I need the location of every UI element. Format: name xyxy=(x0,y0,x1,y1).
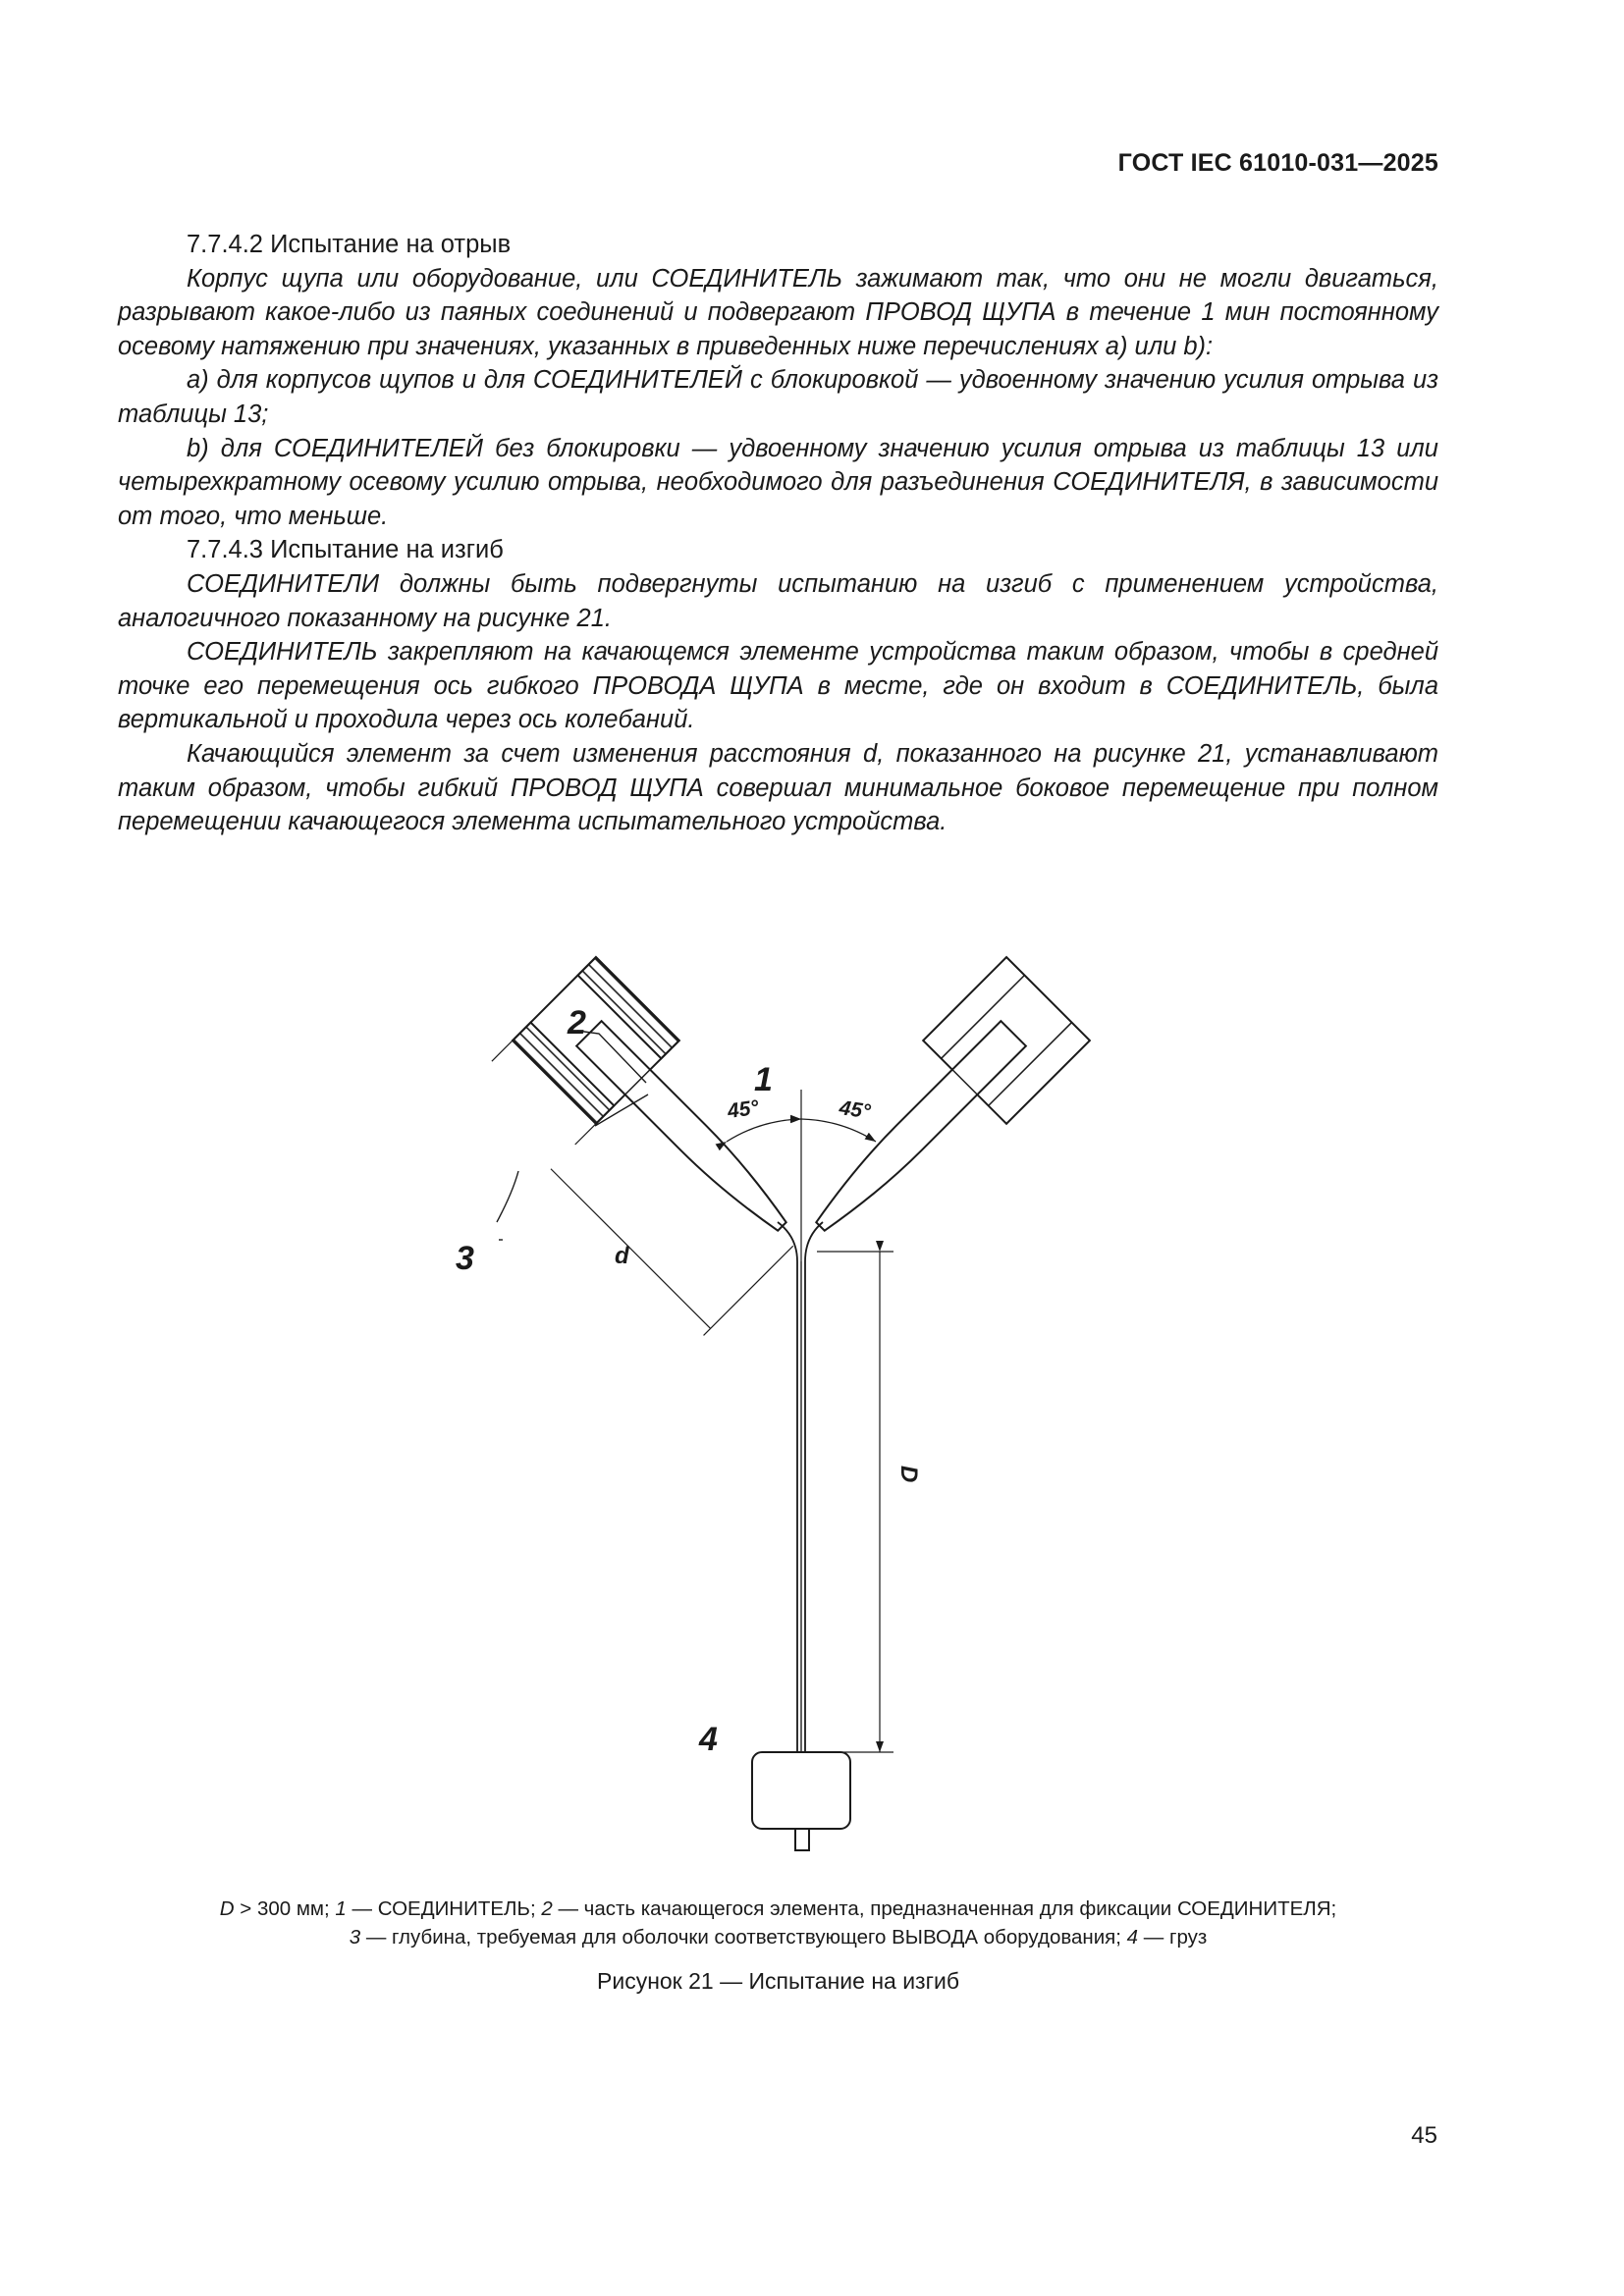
figure-21-bend-test-drawing xyxy=(432,898,1178,1880)
label-angle-left: 45° xyxy=(726,1095,761,1123)
probe-wire xyxy=(778,1222,823,1752)
paragraph: Корпус щупа или оборудование, или СОЕДИНИТЕЛЬ зажимают так, что они не могли двигаться, разрывают какое-либо из паяных соединений и подвергают ПРОВОД ЩУПА в течение 1 мин постоянному осевому натяжению при значениях, указанных в приведенных ниже перечислениях a) или b): xyxy=(118,264,1438,360)
angle-arc-left xyxy=(727,1119,801,1142)
figure-legend xyxy=(118,1895,1438,1951)
label-item2: 2 xyxy=(568,1004,586,1041)
paragraph: СОЕДИНИТЕЛИ должны быть подвергнуты испытанию на изгиб с применением устройства, аналогичного показанному на рисунке 21. xyxy=(118,569,1438,632)
section-heading-7-7-4-3: 7.7.4.3 Испытание на изгиб xyxy=(187,536,504,564)
left-swing-assembly xyxy=(460,957,839,1335)
figure-caption: Рисунок 21 — Испытание на изгиб xyxy=(597,1968,959,1994)
label-angle-right: 45° xyxy=(838,1096,872,1124)
weight-block xyxy=(752,1752,850,1829)
connector-body-left xyxy=(576,1021,794,1239)
page-number: 45 xyxy=(1411,2122,1437,2149)
wire-end xyxy=(795,1829,809,1850)
label-dim-D: D xyxy=(895,1466,922,1483)
list-item-b: b) для СОЕДИНИТЕЛЕЙ без блокировки — удвоенному значению усилия отрыва из таблицы 13 или четырехкратному осевому усилию отрыва, необходимого для разъединения СОЕДИНИТЕЛЯ, в зависимости от того, что меньше. xyxy=(118,434,1438,530)
leader-item3 xyxy=(497,1171,518,1222)
label-item1: 1 xyxy=(754,1061,773,1098)
label-dim-d: d xyxy=(615,1243,629,1269)
document-standard-id: ГОСТ IEC 61010-031—2025 xyxy=(1117,149,1438,177)
connector-body-right xyxy=(808,1021,1026,1239)
right-swing-assembly xyxy=(779,957,1090,1268)
legend-line-1: D > 300 мм; 1 — СОЕДИНИТЕЛЬ; 2 — часть качающегося элемента, предназначенная для фиксации СОЕДИНИТЕЛЯ; xyxy=(219,1897,1337,1920)
body-text xyxy=(118,228,1438,839)
paragraph: Качающийся элемент за счет изменения расстояния d, показанного на рисунке 21, устанавливают таким образом, чтобы гибкий ПРОВОД ЩУПА совершал минимальное боковое перемещение при полном перемещении качающегося элемента испытательного устройства. xyxy=(118,739,1438,836)
paragraph: СОЕДИНИТЕЛЬ закрепляют на качающемся элементе устройства таким образом, чтобы в средней точке его перемещения ось гибкого ПРОВОДА ЩУПА в месте, где он входит в СОЕДИНИТЕЛЬ, была вертикальной и проходила через ось колебаний. xyxy=(118,638,1438,734)
label-item3: 3 xyxy=(456,1240,474,1277)
list-item-a: a) для корпусов щупов и для СОЕДИНИТЕЛЕЙ с блокировкой — удвоенному значению усилия отрыва из таблицы 13; xyxy=(118,366,1438,428)
section-heading-7-7-4-2: 7.7.4.2 Испытание на отрыв xyxy=(187,231,512,258)
label-item4: 4 xyxy=(699,1721,718,1758)
legend-line-2: 3 — глубина, требуемая для оболочки соответствующего ВЫВОДА оборудования; 4 — груз xyxy=(349,1926,1208,1949)
